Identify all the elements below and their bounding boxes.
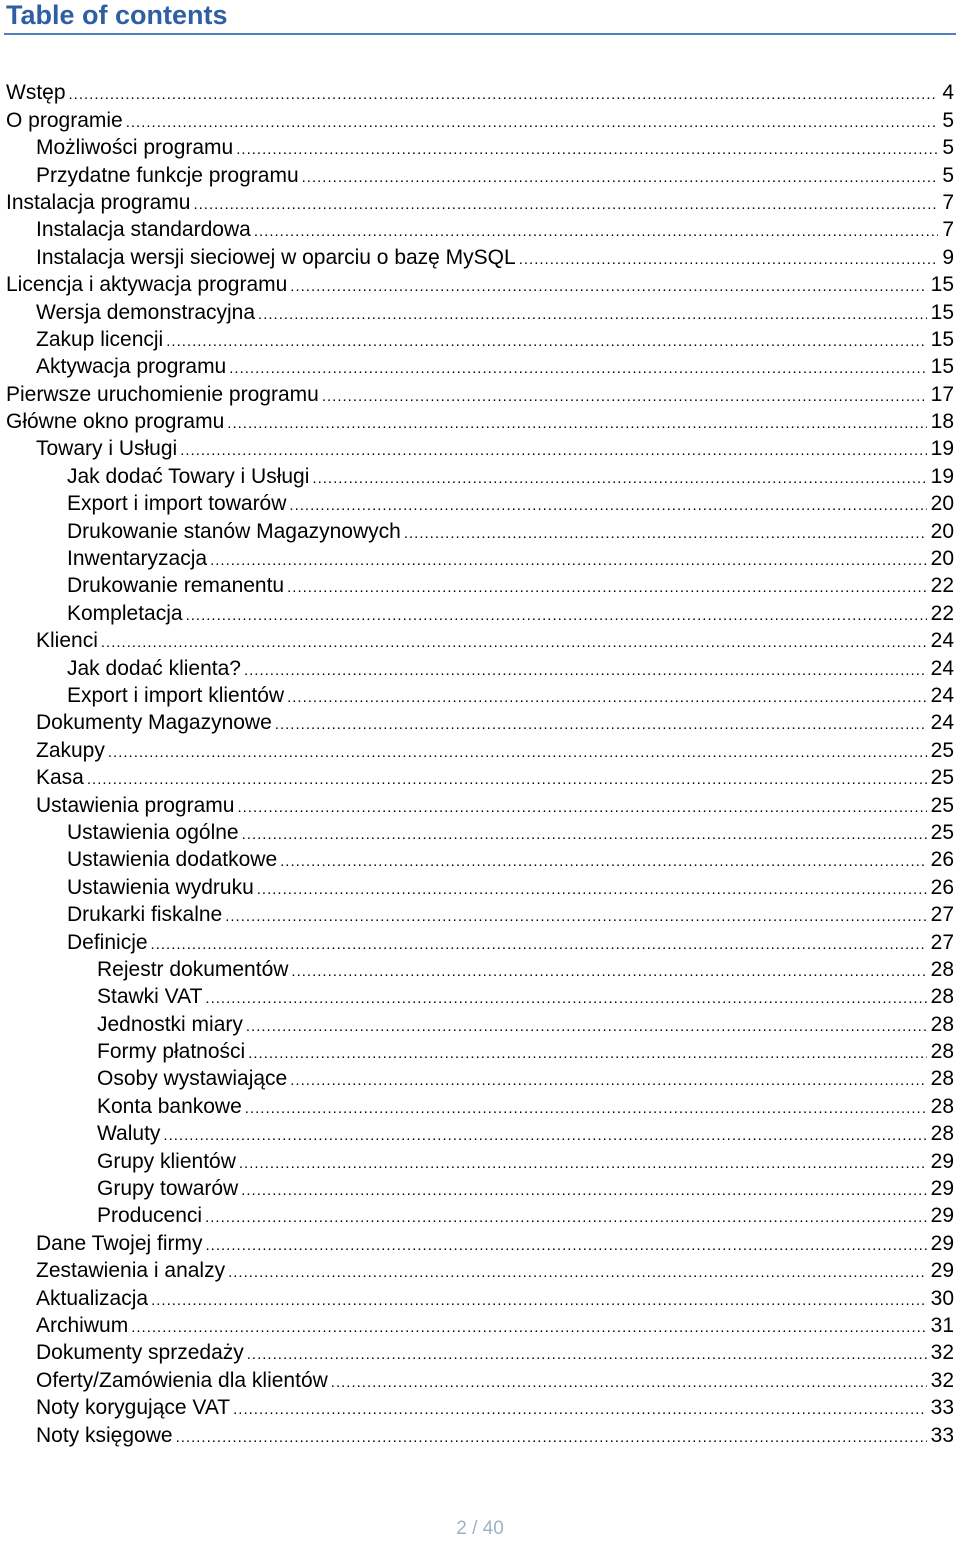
toc-entry[interactable] <box>0 270 960 297</box>
toc-entry-title: Stawki VAT <box>97 985 203 1009</box>
dot-leader <box>205 1208 927 1228</box>
toc-entry[interactable] <box>0 1365 960 1392</box>
toc-entry-page: 25 <box>930 766 954 790</box>
toc-entry-page: 20 <box>930 547 954 571</box>
dot-leader <box>87 770 927 790</box>
toc-entry-title: Rejestr dokumentów <box>97 957 289 981</box>
dot-leader <box>126 113 939 133</box>
toc-entry-page: 24 <box>930 683 954 707</box>
toc-entry-page: 26 <box>930 848 954 872</box>
toc-entry-page: 5 <box>942 163 954 187</box>
toc-entry-page: 28 <box>930 1122 954 1146</box>
dot-leader <box>69 85 939 105</box>
toc-entry[interactable] <box>0 1228 960 1255</box>
dot-leader <box>302 168 939 188</box>
dot-leader <box>287 688 927 708</box>
toc-entry-title: Ustawienia dodatkowe <box>67 848 278 872</box>
toc-entry[interactable] <box>0 489 960 516</box>
dot-leader <box>245 1099 927 1119</box>
toc-entry-title: Zestawienia i analzy <box>36 1259 226 1283</box>
toc-entry[interactable] <box>0 352 960 379</box>
toc-entry[interactable] <box>0 1283 960 1310</box>
toc-entry-title: Możliwości programu <box>36 136 234 160</box>
dot-leader <box>225 907 926 927</box>
toc-entry-page: 24 <box>930 656 954 680</box>
toc-entry-title: Kasa <box>36 766 84 790</box>
toc-entry[interactable] <box>0 1037 960 1064</box>
toc-entry-page: 4 <box>942 81 954 105</box>
toc-entry[interactable] <box>0 1009 960 1036</box>
toc-entry-title: Zakup licencji <box>36 327 164 351</box>
dot-leader <box>322 387 927 407</box>
toc-entry-title: Jak dodać klienta? <box>67 656 241 680</box>
toc-entry-title: Główne okno programu <box>6 410 225 434</box>
toc-entry[interactable] <box>0 1119 960 1146</box>
toc-entry-page: 24 <box>930 629 954 653</box>
toc-entry[interactable] <box>0 188 960 215</box>
toc-entry-title: Dane Twojej firmy <box>36 1231 203 1255</box>
dot-leader <box>247 1345 927 1365</box>
toc-entry-page: 33 <box>930 1396 954 1420</box>
toc-entry[interactable] <box>0 955 960 982</box>
toc-entry-title: Instalacja programu <box>6 190 191 214</box>
toc-entry[interactable] <box>0 681 960 708</box>
toc-entry-title: Dokumenty sprzedaży <box>36 1341 244 1365</box>
toc-entry-page: 29 <box>930 1259 954 1283</box>
toc-entry[interactable] <box>0 407 960 434</box>
dot-leader <box>244 661 927 681</box>
toc-entry[interactable] <box>0 1256 960 1283</box>
toc-entry[interactable] <box>0 845 960 872</box>
table-of-contents <box>0 78 960 1448</box>
toc-entry-page: 15 <box>930 300 954 324</box>
toc-entry-title: Kompletacja <box>67 601 183 625</box>
dot-leader <box>519 250 939 270</box>
toc-entry-page: 28 <box>930 1094 954 1118</box>
dot-leader <box>248 1044 926 1064</box>
toc-entry-title: Inwentaryzacja <box>67 547 208 571</box>
toc-entry-title: Oferty/Zamówienia dla klientów <box>36 1368 328 1392</box>
toc-entry[interactable] <box>0 1201 960 1228</box>
toc-entry-page: 29 <box>930 1149 954 1173</box>
toc-entry[interactable] <box>0 571 960 598</box>
toc-entry-title: Konta bankowe <box>97 1094 242 1118</box>
toc-entry-title: Formy płatności <box>97 1040 246 1064</box>
toc-entry-title: Jak dodać Towary i Usługi <box>67 464 310 488</box>
dot-leader <box>229 359 926 379</box>
toc-entry-title: Drukarki fiskalne <box>67 903 223 927</box>
dot-leader <box>101 633 927 653</box>
toc-entry[interactable] <box>0 763 960 790</box>
dot-leader <box>241 1181 926 1201</box>
toc-entry-page: 33 <box>930 1423 954 1447</box>
dot-leader <box>206 1236 927 1256</box>
toc-entry-page: 7 <box>942 190 954 214</box>
toc-entry-title: Wstęp <box>6 81 66 105</box>
toc-entry[interactable] <box>0 982 960 1009</box>
toc-entry[interactable] <box>0 544 960 571</box>
dot-leader <box>290 1071 926 1091</box>
toc-entry-page: 28 <box>930 985 954 1009</box>
dot-leader <box>176 1428 927 1448</box>
toc-entry-page: 27 <box>930 903 954 927</box>
dot-leader <box>257 880 927 900</box>
toc-entry-page: 5 <box>942 136 954 160</box>
toc-entry[interactable] <box>0 735 960 762</box>
toc-entry-title: Osoby wystawiające <box>97 1067 288 1091</box>
page-number: 2 / 40 <box>456 1518 504 1539</box>
toc-entry-title: Towary i Usługi <box>36 437 178 461</box>
toc-entry-page: 26 <box>930 875 954 899</box>
toc-entry-page: 29 <box>930 1177 954 1201</box>
toc-entry-title: Ustawienia ogólne <box>67 820 239 844</box>
toc-entry[interactable] <box>0 78 960 105</box>
toc-entry-page: 29 <box>930 1204 954 1228</box>
dot-leader <box>290 277 926 297</box>
toc-entry[interactable] <box>0 325 960 352</box>
page-title: Table of contents <box>6 0 228 30</box>
toc-entry[interactable] <box>0 1091 960 1118</box>
toc-entry-title: Instalacja wersji sieciowej w oparciu o bazę MySQL <box>36 245 516 269</box>
toc-entry-title: Drukowanie remanentu <box>67 574 285 598</box>
toc-entry-title: Dokumenty Magazynowe <box>36 711 272 735</box>
toc-entry[interactable] <box>0 790 960 817</box>
toc-entry-page: 5 <box>942 108 954 132</box>
toc-entry-title: Waluty <box>97 1122 161 1146</box>
toc-entry-title: Licencja i aktywacja programu <box>6 273 288 297</box>
toc-entry-page: 28 <box>930 957 954 981</box>
toc-entry[interactable] <box>0 242 960 269</box>
toc-entry[interactable] <box>0 927 960 954</box>
dot-leader <box>228 1263 927 1283</box>
toc-entry-page: 31 <box>930 1313 954 1337</box>
dot-leader <box>287 578 927 598</box>
toc-entry-page: 28 <box>930 1040 954 1064</box>
toc-entry-title: Noty księgowe <box>36 1423 173 1447</box>
dot-leader <box>291 962 926 982</box>
toc-entry-page: 27 <box>930 930 954 954</box>
toc-entry-title: Przydatne funkcje programu <box>36 163 299 187</box>
toc-entry-page: 7 <box>942 218 954 242</box>
toc-entry-page: 28 <box>930 1012 954 1036</box>
toc-entry-page: 28 <box>930 1067 954 1091</box>
toc-entry[interactable] <box>0 434 960 461</box>
toc-entry-page: 25 <box>930 820 954 844</box>
dot-leader <box>254 222 939 242</box>
dot-leader <box>331 1373 927 1393</box>
toc-entry[interactable] <box>0 653 960 680</box>
toc-entry-page: 15 <box>930 273 954 297</box>
toc-entry[interactable] <box>0 1311 960 1338</box>
toc-entry[interactable] <box>0 1393 960 1420</box>
toc-entry-page: 24 <box>930 711 954 735</box>
dot-leader <box>258 305 927 325</box>
toc-entry[interactable] <box>0 516 960 543</box>
toc-entry-title: Archiwum <box>36 1313 129 1337</box>
toc-entry-title: Grupy klientów <box>97 1149 236 1173</box>
toc-entry[interactable] <box>0 215 960 242</box>
toc-entry-page: 20 <box>930 492 954 516</box>
toc-entry[interactable] <box>0 900 960 927</box>
toc-entry-title: Zakupy <box>36 738 105 762</box>
dot-leader <box>404 524 927 544</box>
toc-entry-page: 19 <box>930 464 954 488</box>
toc-entry-title: Definicje <box>67 930 148 954</box>
dot-leader <box>239 1154 927 1174</box>
toc-entry[interactable] <box>0 1420 960 1447</box>
title-divider <box>4 33 956 35</box>
toc-entry-title: Wersja demonstracyjna <box>36 300 256 324</box>
dot-leader <box>186 606 927 626</box>
dot-leader <box>205 989 926 1009</box>
toc-entry-title: Noty korygujące VAT <box>36 1396 231 1420</box>
dot-leader <box>242 825 927 845</box>
toc-entry[interactable] <box>0 1064 960 1091</box>
toc-entry-title: Aktywacja programu <box>36 355 227 379</box>
toc-entry-page: 25 <box>930 738 954 762</box>
toc-entry-page: 22 <box>930 601 954 625</box>
toc-entry[interactable] <box>0 1174 960 1201</box>
dot-leader <box>193 195 938 215</box>
toc-entry-page: 18 <box>930 410 954 434</box>
toc-entry[interactable] <box>0 1338 960 1365</box>
dot-leader <box>312 469 926 489</box>
toc-entry-page: 9 <box>942 245 954 269</box>
toc-entry-page: 30 <box>930 1286 954 1310</box>
dot-leader <box>166 332 926 352</box>
toc-entry[interactable] <box>0 818 960 845</box>
toc-entry-page: 20 <box>930 519 954 543</box>
dot-leader <box>275 715 927 735</box>
dot-leader <box>151 1291 927 1311</box>
toc-entry-title: Producenci <box>97 1204 203 1228</box>
toc-entry-title: Klienci <box>36 629 98 653</box>
toc-entry-title: Ustawienia wydruku <box>67 875 254 899</box>
toc-entry[interactable] <box>0 133 960 160</box>
toc-entry-page: 25 <box>930 793 954 817</box>
dot-leader <box>237 798 926 818</box>
toc-entry-page: 32 <box>930 1368 954 1392</box>
dot-leader <box>131 1318 926 1338</box>
toc-entry-title: Export i import klientów <box>67 683 285 707</box>
toc-entry[interactable] <box>0 598 960 625</box>
toc-entry-title: Aktualizacja <box>36 1286 149 1310</box>
dot-leader <box>233 1400 927 1420</box>
toc-entry-title: Jednostki miary <box>97 1012 243 1036</box>
toc-entry[interactable] <box>0 297 960 324</box>
dot-leader <box>246 1017 927 1037</box>
toc-entry-page: 15 <box>930 327 954 351</box>
toc-entry[interactable] <box>0 105 960 132</box>
toc-entry-title: O programie <box>6 108 123 132</box>
toc-entry-page: 19 <box>930 437 954 461</box>
toc-entry[interactable] <box>0 461 960 488</box>
toc-entry-title: Pierwsze uruchomienie programu <box>6 382 319 406</box>
toc-entry-title: Grupy towarów <box>97 1177 239 1201</box>
toc-entry-page: 22 <box>930 574 954 598</box>
toc-entry-title: Drukowanie stanów Magazynowych <box>67 519 401 543</box>
toc-entry[interactable] <box>0 379 960 406</box>
dot-leader <box>108 743 927 763</box>
dot-leader <box>280 852 927 872</box>
dot-leader <box>151 935 927 955</box>
dot-leader <box>236 140 938 160</box>
dot-leader <box>210 551 927 571</box>
toc-entry-title: Ustawienia programu <box>36 793 235 817</box>
toc-entry-page: 29 <box>930 1231 954 1255</box>
dot-leader <box>227 414 926 434</box>
toc-entry-page: 15 <box>930 355 954 379</box>
dot-leader <box>163 1126 926 1146</box>
toc-entry[interactable] <box>0 872 960 899</box>
toc-entry[interactable] <box>0 160 960 187</box>
toc-entry[interactable] <box>0 708 960 735</box>
toc-entry-title: Export i import towarów <box>67 492 287 516</box>
dot-leader <box>289 496 926 516</box>
toc-entry-title: Instalacja standardowa <box>36 218 251 242</box>
toc-entry-page: 32 <box>930 1341 954 1365</box>
dot-leader <box>180 441 926 461</box>
toc-entry[interactable] <box>0 1146 960 1173</box>
toc-entry-page: 17 <box>930 382 954 406</box>
toc-entry[interactable] <box>0 626 960 653</box>
